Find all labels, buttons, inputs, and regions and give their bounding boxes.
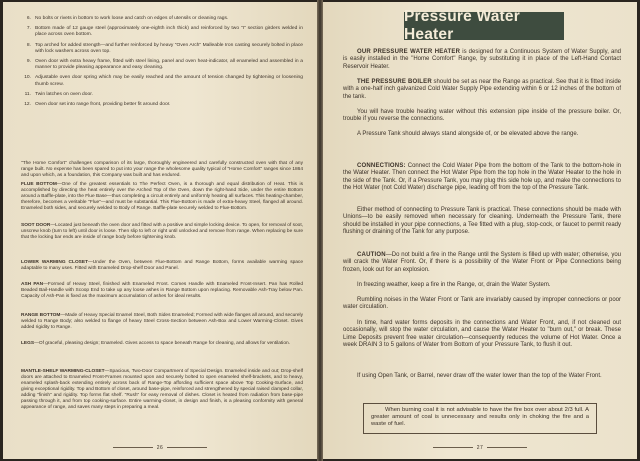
unions-paragraph: Either method of connecting to Pressure Tank is practical. These connections should be made with Unions—to be easily removed when necessary for cleaning. Underneath the Pressure Tank, there should be installed in your pipe connections, a Tee fitted with a plug, stop-cock, or faucet to permit ready flushing or draining of the Tank for any purpose. <box>343 207 621 236</box>
folio-rule <box>433 447 473 448</box>
mantle-shelf-paragraph: MANTLE-SHELF WARMING-CLOSET—Spacious, Two-Door Compartment of Special Design. Enameled inside and out; Drop-shelf doors are attached to Enameled Front-Frames mounted upon and securely bolted to open enameled shelf-brackets, and to heavy, enameled splash-back extending entirely across back of Range-Top affording sufficient space above Top Cooking-Surface, and giving exceptional rigidity. Top and Bottom of closet, around base-pipe, reinforced and strengthened by special raised clamped collar, adding "finish" and rigidity. Top forms flat shelf. "Rush" for easy removal of dishes. Closet is heated from radiation from base-pipe passing through it, and from top cooking-surface. Entire warming-closet, in design and finish, is a pleasing conformity with general appearance of range, and saves many steps in preparing a meal. <box>21 369 303 410</box>
right-page <box>323 2 637 459</box>
feature-list <box>21 16 303 112</box>
range-bottom-paragraph: RANGE BOTTOM—Made of Heavy Special Enamel Steel, Both Sides Enameled; Formed with wide flanges all around, and securely welded to Range Body; also welded to flange of heavy Steel Cross-Section between Ash-Box and Lower Warming-Closet. Gives added rigidity to Range. <box>21 313 303 330</box>
list-item: 10. Adjustable oven door spring which may be easily reached and the amount of tension changed by tightening or loosening thumb screw. <box>24 75 303 87</box>
ash-pan-paragraph: ASH PAN—Formed of Heavy Steel, finished with Enameled Front. Comes Handle with Enameled Front-Insert. Pan has Rolled Beaded Bail-Handle with Scoop End to take up any loose ashes in Range Bottom upon replacing. Removable Ash-Tray below Pan. Capacity of Ash-Pan is fixed as the maximum accumulation of ashes for ideal results. <box>21 282 304 299</box>
intro-paragraph: OUR PRESSURE WATER HEATER is designed for a Continuous System of Water Supply, and is easily installed in the "Home Comfort" Range, by substituting it in place of the Left-Hand Contact Reservoir Heater. <box>343 49 621 70</box>
soot-door-paragraph: SOOT DOOR—Located just beneath the oven door and fitted with a positive and simple locking device. To open, for removal of soot, unscrew knob (turn to left) until door is loose. Then slip to left or right until unlocked and remove from range. When replacing be sure that the locking bar ends are inside of range body before tightening knob. <box>21 223 303 240</box>
list-item: 12. Oven door set into range front, providing better fit around door. <box>24 102 171 108</box>
connections-paragraph: CONNECTIONS: Connect the Cold Water Pipe from the bottom of the Tank to the bottom-hole in the Water Heater. Then connect the Hot Water Pipe from the top hole in the Water Heater to the hole in the side of the Tank. Or, if a Pressure Tank, you may plug this side hole up, and make the connections to the Hot Water (not Cold Water) discharge pipe, leading off from the top of the Pressure Tank. <box>343 163 621 192</box>
list-item: 8. Top arched for added strength—and further reinforced by heavy "Oven Arch" Malleable Iron casting securely bolted in place with lock washers across oven top. <box>26 42 303 54</box>
rumbling-paragraph: Rumbling noises in the Water Front or Tank are invariably caused by improper connections or poor water circulation. <box>343 297 621 311</box>
list-item: 6. No bolts or rivets in bottom to work loose and catch on edges of utensils or cleaning rags. <box>26 16 229 21</box>
pressure-boiler-paragraph: THE PRESSURE BOILER should be set as near the Range as practical. See that it is fitted inside with a one-half inch galvanized Cold Water Supply Pipe extending within 6 or 12 inches of the bottom of the tank. <box>343 79 621 100</box>
page-number-right: 27 <box>323 445 637 451</box>
intro-paragraph: "The Home Comfort" challenges comparison of its large, thoroughly engineered and carefully constructed oven with that of any range built. No expense has been spared to put into your range the wholesome quality typical of "Home Comfort" ranges since 1864 and upon which, as a foundation, this Company was built and has endured. <box>21 161 303 178</box>
folio-rule <box>487 447 527 448</box>
list-item: 7. Bottom made of 12 gauge steel (approximately one-eighth inch thick) and reinforced by two "I" section girders welded in place across oven bottom. <box>26 26 303 38</box>
list-item: 9. Oven door with extra heavy frame, fitted with steel lining, panel and oven heat-indicator, all enameled and assembled in a manner to provide pleasing appearance and easy cleaning. <box>26 59 303 71</box>
legs-paragraph: LEGS—Of graceful, pleasing design; Enameled. Gives access to space beneath Range for cleaning, and allows for ventilation. <box>21 341 291 346</box>
folio-rule <box>113 447 153 448</box>
list-item: 11. Twin latches on oven door. <box>24 91 93 97</box>
caution-paragraph: CAUTION—Do not build a fire in the Range until the System is filled up with water; otherwise, you will crack the Water Front. Or, if there is a possibility of the Water Front or Pipe Connections being frozen, look out for an explosion. <box>343 252 621 273</box>
page-title: Pressure Water Heater <box>404 8 520 43</box>
page-number-left: 26 <box>3 445 317 451</box>
lower-warming-closet-paragraph: LOWER WARMING CLOSET—Under the Oven, between Flue-Bottom and Range Bottom, forms available warming space adaptable to many uses. Fitted with Enameled Drop-shelf Door and Panel. <box>21 260 303 271</box>
folio-rule <box>167 447 207 448</box>
flue-bottom-paragraph: FLUE BOTTOM—One of the greatest essentials to The Perfect Oven, is a thorough and equal distribution of Heat. This is accomplished by directing the heat entirely over the Arched Top of the Oven, down the right-hand Side, under the entire Bottom around a Baffle-plate, into the Flue Base—thus completing a circuit entirely and uniformly heating all surfaces. This heating-chamber, therefore, becomes a veritable "Flue"—and must be substantial. This Flue-Bottom is made of extra-heavy Steel, flanged all around. Enameled both sides, and securely welded to Body of Range. Baffle-plate securely welded to Flue-Bottom. <box>21 182 303 211</box>
freezing-paragraph: In freezing weather, keep a fire in the Range, or, drain the Water System. <box>357 282 551 288</box>
coal-note-box: When burning coal it is not advisable to have the fire box over about 2/3 full. A greater amount of coal is unnecessary and results only in choking the fire and a waste of fuel. <box>363 403 597 434</box>
hard-water-paragraph: In time, hard water forms deposits in the connections and Water Front, and, if not cleaned out occasionally, will stop the water circulation, and cause the Water Heater to "burn out," or break. These Lime Deposits prevent free water circulation—consequently reduces the volume of Hot Water. Once a week DRAIN 3 to 5 gallons of Water from Bottom of your Pressure Tank, to flush it out. <box>343 320 621 349</box>
section-title-banner <box>404 8 564 43</box>
extension-pipe-paragraph: You will have trouble heating water without this extension pipe inside of the pressure boiler. Or, trouble if you reverse the connections. <box>343 109 621 123</box>
left-page <box>3 2 317 459</box>
tank-position-paragraph: A Pressure Tank should always stand alongside of, or be elevated above the range. <box>357 131 579 137</box>
open-tank-paragraph: If using Open Tank, or Barrel, never draw off the water lower than the top of the Water Front. <box>357 373 602 379</box>
